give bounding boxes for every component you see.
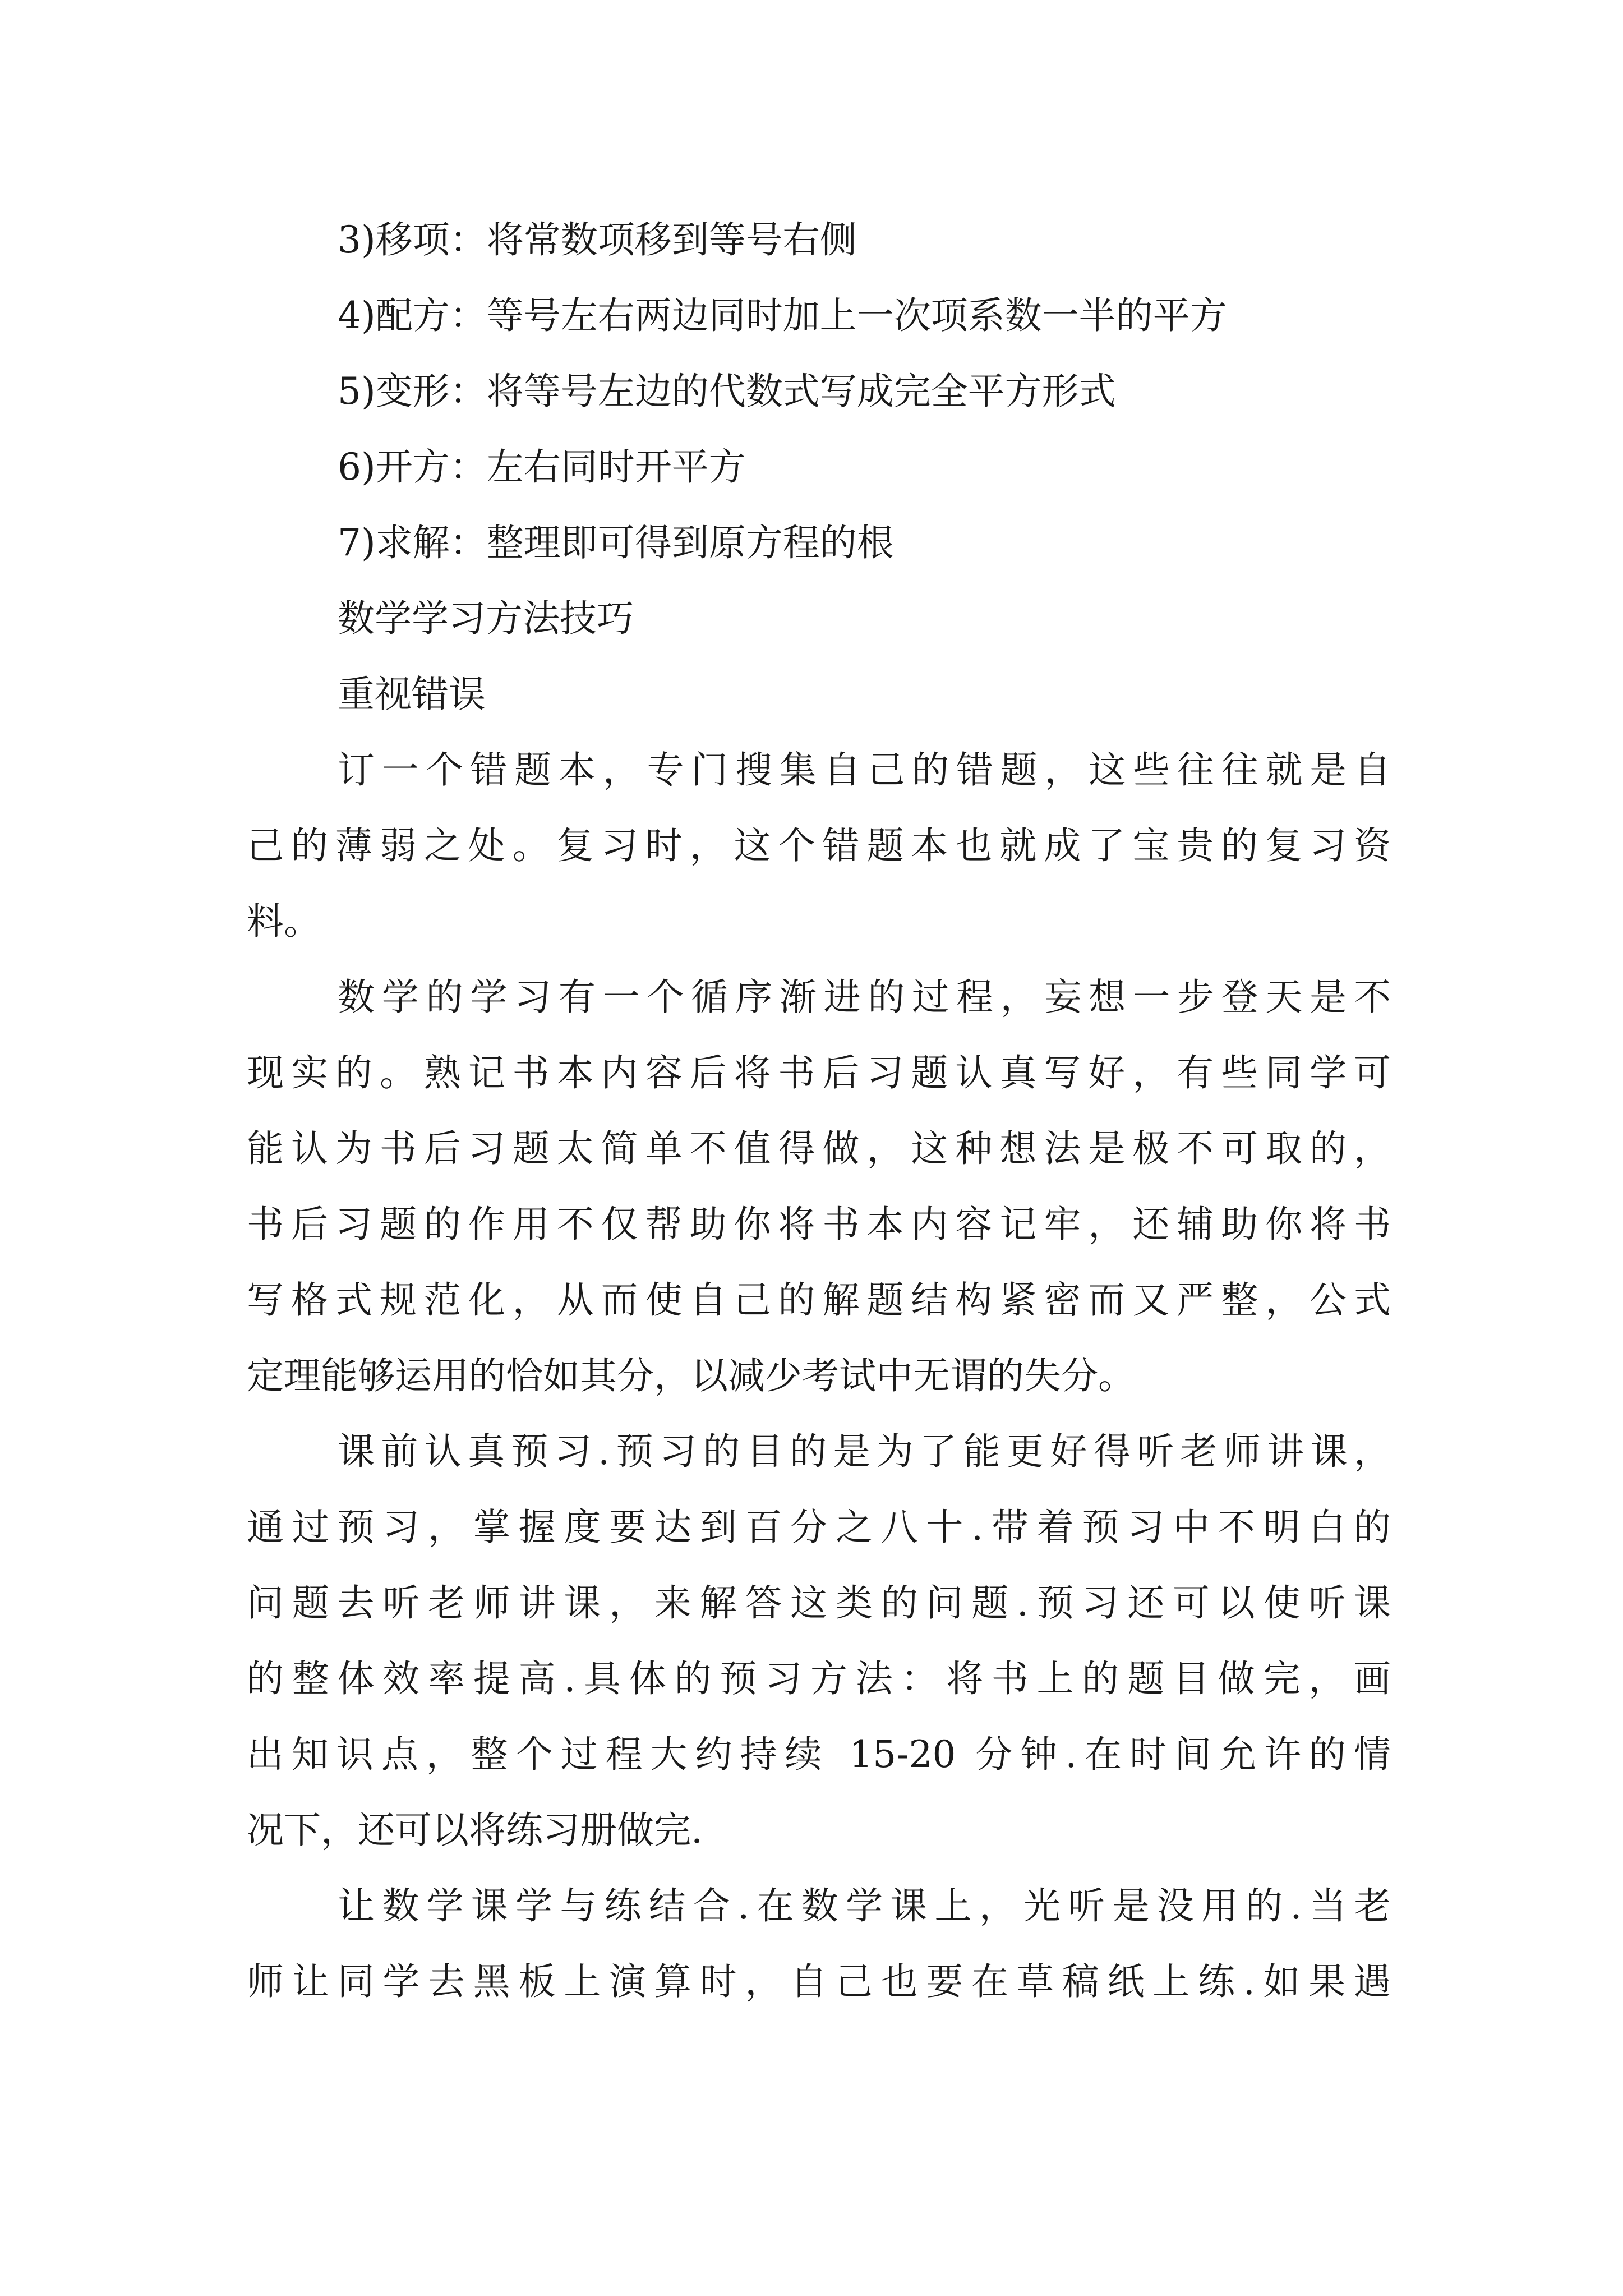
paragraph-line: 书后习题的作用不仅帮助你将书本内容记牢，还辅助你将书 — [247, 1203, 1391, 1246]
paragraph-line: 能认为书后习题太简单不值得做，这种想法是极不可取的， — [247, 1127, 1391, 1170]
paragraph-line: 的整体效率提高.具体的预习方法：将书上的题目做完，画 — [247, 1657, 1391, 1700]
paragraph-line: 通过预习，掌握度要达到百分之八十.带着预习中不明白的 — [247, 1506, 1391, 1549]
paragraph-line: 料。 — [247, 900, 321, 943]
paragraph-line: 课前认真预习.预习的目的是为了能更好得听老师讲课， — [338, 1430, 1391, 1473]
paragraph-line: 数学的学习有一个循序渐进的过程，妄想一步登天是不 — [338, 976, 1391, 1019]
step-item-5: 5)变形：将等号左边的代数式写成完全平方形式 — [338, 370, 1116, 413]
paragraph-line: 师让同学去黑板上演算时，自己也要在草稿纸上练.如果遇 — [247, 1960, 1391, 2003]
paragraph-line: 定理能够运用的恰如其分，以减少考试中无谓的失分。 — [247, 1354, 1135, 1397]
step-item-4: 4)配方：等号左右两边同时加上一次项系数一半的平方 — [338, 294, 1227, 337]
paragraph-line: 写格式规范化，从而使自己的解题结构紧密而又严整，公式 — [247, 1278, 1391, 1322]
paragraph-line: 况下，还可以将练习册做完. — [247, 1809, 703, 1852]
paragraph-line: 出知识点，整个过程大约持续 15-20 分钟.在时间允许的情 — [247, 1733, 1391, 1776]
step-item-7: 7)求解：整理即可得到原方程的根 — [338, 521, 894, 564]
step-item-3: 3)移项：将常数项移到等号右侧 — [338, 218, 857, 261]
step-item-6: 6)开方：左右同时开平方 — [338, 445, 746, 489]
subheading: 重视错误 — [338, 673, 486, 716]
section-heading: 数学学习方法技巧 — [338, 597, 634, 640]
paragraph-line: 订一个错题本，专门搜集自己的错题，这些往往就是自 — [338, 748, 1391, 792]
paragraph-line: 问题去听老师讲课，来解答这类的问题.预习还可以使听课 — [247, 1581, 1391, 1625]
paragraph-line: 现实的。熟记书本内容后将书后习题认真写好，有些同学可 — [247, 1051, 1391, 1094]
paragraph-line: 让数学课学与练结合.在数学课上，光听是没用的.当老 — [338, 1884, 1391, 1927]
paragraph-line: 己的薄弱之处。复习时，这个错题本也就成了宝贵的复习资 — [247, 824, 1391, 867]
